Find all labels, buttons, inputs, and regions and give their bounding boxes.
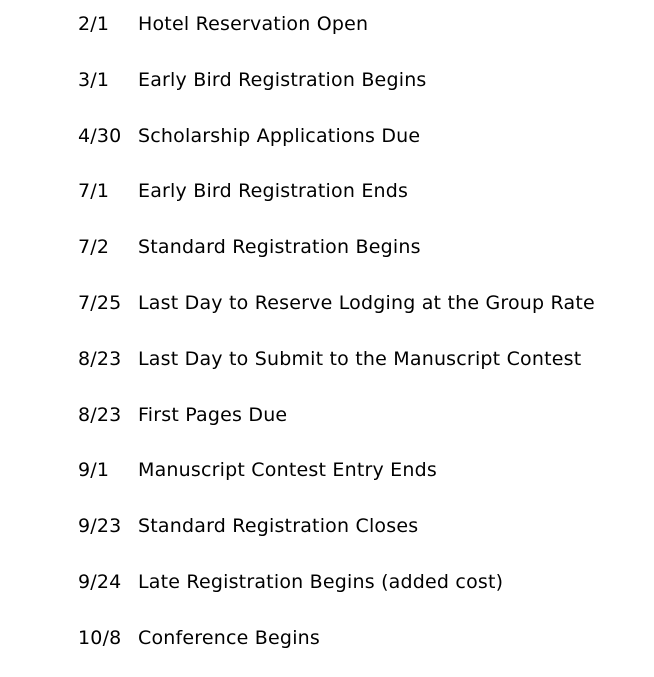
schedule-row [78,279,638,335]
schedule-event: Manuscript Contest Entry Ends [138,459,437,482]
schedule-date: 7/1 [78,180,110,203]
schedule-date: 8/23 [78,347,122,370]
schedule-row [78,446,638,502]
schedule-date: 8/23 [78,403,122,426]
schedule-row [78,391,638,447]
schedule-row [78,614,638,670]
schedule-row [78,0,638,56]
schedule-event: Early Bird Registration Ends [138,180,409,203]
schedule-event: Last Day to Reserve Lodging at the Group Rate [138,291,595,314]
schedule-event: Scholarship Applications Due [138,124,421,147]
schedule-date: 2/1 [78,13,110,35]
schedule-date: 4/30 [78,124,122,147]
schedule-date: 9/1 [78,459,110,482]
schedule-event: Standard Registration Begins [138,236,421,259]
schedule-event: Conference Begins [138,626,321,649]
schedule-event: Late Registration Begins (added cost) [138,570,504,593]
schedule-event: Early Bird Registration Begins [138,68,427,91]
schedule-date: 3/1 [78,68,110,91]
schedule-date: 9/24 [78,570,122,593]
schedule-row [78,167,638,223]
schedule-date: 7/2 [78,236,110,259]
schedule-row [78,335,638,391]
schedule-date: 10/8 [78,626,122,649]
schedule-event: Standard Registration Closes [138,515,419,538]
schedule-date: 9/23 [78,515,122,538]
schedule-event: Last Day to Submit to the Manuscript Contest [138,347,582,370]
schedule-event: Hotel Reservation Open [138,13,369,35]
schedule-event: First Pages Due [138,403,288,426]
schedule-row [78,56,638,112]
schedule-row [78,558,638,614]
schedule-row [78,112,638,168]
schedule-row [78,502,638,558]
schedule-list [78,0,638,670]
schedule-row [78,223,638,279]
schedule-date: 7/25 [78,291,122,314]
